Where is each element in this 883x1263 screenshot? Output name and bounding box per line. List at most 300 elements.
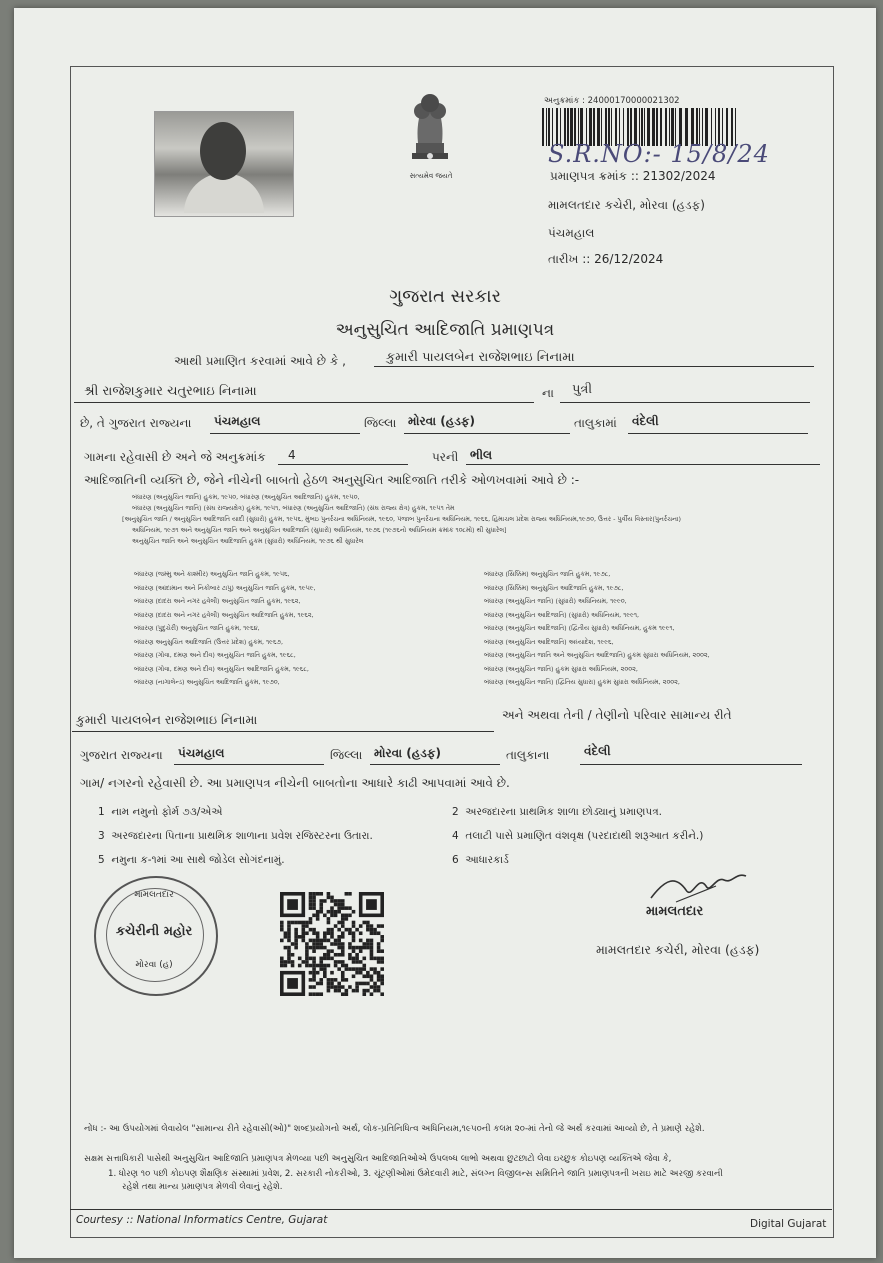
qr-module (323, 971, 327, 975)
qr-module (280, 939, 284, 943)
qr-module (334, 914, 338, 918)
qr-module (327, 982, 331, 986)
qr-module (341, 942, 345, 946)
barcode-bar (546, 108, 547, 146)
qr-module (359, 982, 363, 986)
qr-module (302, 921, 306, 925)
qr-module (319, 967, 323, 971)
qr-module (323, 931, 327, 935)
qr-module (341, 953, 345, 957)
qr-module (316, 946, 320, 950)
qr-module (323, 953, 327, 957)
qr-module (298, 935, 302, 939)
qr-module (319, 910, 323, 914)
document-item: 6 આધારકાર્ડ (452, 854, 509, 866)
qr-module (312, 978, 316, 982)
qr-module (362, 957, 366, 961)
qr-module (380, 935, 384, 939)
qr-module (370, 967, 374, 971)
qr-module (302, 960, 306, 964)
qr-module (341, 924, 345, 928)
family-member-name: કુમારી પાયલબેન રાજેશભાઇ નિનામા (76, 712, 258, 727)
qr-module (305, 964, 309, 968)
qr-module (345, 914, 349, 918)
qr-module (341, 899, 345, 903)
qr-module (302, 935, 306, 939)
order-line: બંધારણ (સિક્કિમ) અનુસુચિત જાતિ હુકમ, ૧૯૭૮, (484, 570, 611, 578)
qr-module (302, 924, 306, 928)
qr-module (337, 910, 341, 914)
underline (404, 433, 570, 434)
qr-module (294, 939, 298, 943)
qr-module (305, 931, 309, 935)
qr-module (337, 989, 341, 993)
qr-module (366, 928, 370, 932)
qr-module (319, 903, 323, 907)
qr-module (312, 971, 316, 975)
qr-module (305, 953, 309, 957)
qr-module (348, 906, 352, 910)
qr-module (359, 967, 363, 971)
qr-module (319, 992, 323, 996)
qr-module (312, 992, 316, 996)
qr-module (345, 917, 349, 921)
qr-module (352, 960, 356, 964)
qr-module (377, 949, 381, 953)
qr-module (319, 939, 323, 943)
qr-module (287, 939, 291, 943)
relation-value: પુત્રી (572, 382, 593, 397)
qr-module (373, 957, 377, 961)
qr-module (373, 982, 377, 986)
qr-module (359, 960, 363, 964)
qr-module (330, 957, 334, 961)
qr-module (309, 892, 313, 896)
qr-module (373, 971, 377, 975)
qr-module (309, 964, 313, 968)
qr-module (316, 982, 320, 986)
qr-module (334, 985, 338, 989)
qr-module (327, 953, 331, 957)
qr-module (380, 982, 384, 986)
qr-module (366, 971, 370, 975)
qr-module (291, 942, 295, 946)
qr-module (291, 960, 295, 964)
qr-module (319, 946, 323, 950)
qr-module (330, 914, 334, 918)
qr-module (362, 974, 366, 978)
family-district-value: પંચમહાલ (178, 746, 225, 760)
order-line: બંધારણ (અનુસુચિત જાતિ) (સુધારો) અધિનિયમ, ૧૯૯૦, (484, 597, 627, 605)
qr-module (319, 960, 323, 964)
qr-module (327, 978, 331, 982)
qr-module (323, 935, 327, 939)
qr-module (355, 967, 359, 971)
qr-module (330, 935, 334, 939)
qr-module (309, 917, 313, 921)
qr-module (337, 906, 341, 910)
document-item: 1 નામ નમુનો ફોર્મ ૭૩/એએ (98, 806, 223, 818)
qr-module (294, 921, 298, 925)
taluka-label: તાલુકામાં (574, 416, 617, 430)
qr-module (305, 921, 309, 925)
certificate-number-label: પ્રમાણપત્ર ક્રમાંક (550, 169, 628, 183)
qr-module (312, 964, 316, 968)
order-line: બંધારણ (અનુસુચિત જાતિ) હુકમ સુધારા અધિનિયમ, ૨૦૦૨, (484, 664, 638, 673)
qr-module (377, 978, 381, 982)
qr-module (341, 903, 345, 907)
qr-module (327, 892, 331, 896)
qr-module (323, 967, 327, 971)
qr-module (316, 892, 320, 896)
qr-module (355, 957, 359, 961)
qr-module (330, 978, 334, 982)
qr-module (373, 989, 377, 993)
family-village-value: વંદેલી (584, 744, 611, 758)
qr-module (319, 978, 323, 982)
basis-text: ગામ/ નગરનો રહેવાસી છે. આ પ્રમાણપત્ર નીચેની બાબતોના આધારે કાઢી આપવામાં આવે છે. (80, 776, 510, 790)
qr-module (319, 899, 323, 903)
qr-module (312, 928, 316, 932)
qr-module (352, 924, 356, 928)
qr-module (312, 903, 316, 907)
qr-module (355, 960, 359, 964)
qr-module (348, 942, 352, 946)
applicant-name: કુમારી પાયલબેન રાજેશભાઇ નિનામા (386, 350, 575, 365)
qr-module (312, 960, 316, 964)
qr-module (352, 957, 356, 961)
qr-module (373, 928, 377, 932)
qr-module (377, 942, 381, 946)
qr-module (312, 967, 316, 971)
qr-module (341, 964, 345, 968)
state-text: છે, તે ગુજરાત રાજ્યના (80, 416, 192, 430)
qr-module (370, 985, 374, 989)
qr-module (337, 967, 341, 971)
qr-module (337, 928, 341, 932)
qr-module (377, 924, 381, 928)
photo-face (200, 122, 246, 180)
emblem-caption: સત્યમેવ જયતે (409, 172, 453, 180)
qr-module (309, 896, 313, 900)
qr-module (380, 967, 384, 971)
qr-module (341, 985, 345, 989)
resident-text: ગામના રહેવાસી છે અને જે અનુક્રમાંક (84, 450, 266, 464)
order-line: બંધારણ (અનુસુચિત આદિજાતિ) (સુધારો) અધિનિયમ, ૧૯૯૧, (484, 610, 640, 619)
qr-module (380, 949, 384, 953)
qr-module (373, 967, 377, 971)
qr-finder (287, 899, 298, 910)
qr-module (312, 985, 316, 989)
qr-module (337, 982, 341, 986)
qr-module (330, 982, 334, 986)
qr-module (348, 957, 352, 961)
qr-module (337, 942, 341, 946)
qr-module (312, 974, 316, 978)
qr-module (380, 924, 384, 928)
qr-module (309, 971, 313, 975)
qr-module (366, 924, 370, 928)
underline (174, 764, 324, 765)
qr-module (355, 985, 359, 989)
qr-module (348, 931, 352, 935)
qr-module (305, 924, 309, 928)
qr-module (330, 942, 334, 946)
order-line: બંધારણ (અનુસુચિત જાતિ) (સંઘ રાજ્યક્ષેત્ર) હુકમ, ૧૯૫૧, બંધારણ (અનુસુચિત આદિજાતિ) (સંઘ રાજ્ય ક્ષેત્ર) હુકમ, ૧૯૫૧ તેમ (132, 504, 455, 512)
qr-module (359, 971, 363, 975)
qr-module (370, 928, 374, 932)
qr-module (337, 960, 341, 964)
serial-value: 4 (288, 448, 296, 462)
qr-module (370, 974, 374, 978)
order-line: બંધારણ (સિક્કિમ) અનુસુચિત આદિજાતિ હુકમ, ૧૯૭૮, (484, 583, 624, 592)
order-line: [અનુસુચિત જાતિ / અનુસુચિત આદિજાતિ યાદી (સુધારો) હુકમ, ૧૯૫૬, મુંબઇ પુનર્રચના અધિનિયમ, ૧૯૬૦, પંજાબ પુનર્રચના અધિનિયમ, ૧૯૬૬, હિમાચલ પ્રદેશ રાજ્ય અધિનિયમ,૧૯૭૦, ઉત્તર - પુર્વીય વિસ્તાર(પુનર્રચના) (122, 515, 681, 523)
qr-module (316, 964, 320, 968)
qr-module (370, 992, 374, 996)
qr-module (323, 957, 327, 961)
qr-module (337, 935, 341, 939)
order-line: બંધારણ (દાદરા અને નગર હવેલી) અનુસુચિત આદિજાતિ હુકમ, ૧૯૬૨, (134, 610, 314, 619)
qr-module (316, 971, 320, 975)
order-line: બંધારણ (અનુસુચિત આદિજાતિ) (દ્વિતીય સુધારો) અધિનિયમ, હુકમ ૧૯૯૧, (484, 624, 675, 632)
qr-module (287, 960, 291, 964)
qr-module (327, 985, 331, 989)
note-line: નોંધ :- આ ઉપયોગમાં લેવાયેલ "સામાન્ય રીતે રહેવાસી(ઓ)" શબ્દપ્રયોગનો અર્થ, લોક-પ્રતિનિધિત્વ અધિનિયમ,૧૯૫૦ની કલમ ૨૦-માં તેનો જે અર્થ કરવામાં આવ્યો છે, તે પ્રમાણે રહેશે. (84, 1124, 705, 1134)
qr-module (287, 949, 291, 953)
qr-module (323, 899, 327, 903)
qr-module (362, 992, 366, 996)
qr-module (377, 946, 381, 950)
order-line: બંધારણ (નાગાલેન્ડ) અનુસુચિત આદિજાતિ હુકમ, ૧૯૭૦, (134, 678, 280, 686)
qr-module (334, 924, 338, 928)
certificate-title: અનુસુચિત આદિજાતિ પ્રમાણપત્ર (335, 320, 555, 340)
district-label: જિલ્લા (364, 416, 397, 430)
qr-module (323, 964, 327, 968)
qr-module (287, 931, 291, 935)
qr-module (284, 946, 288, 950)
orders-top-list (122, 493, 822, 548)
qr-module (327, 957, 331, 961)
qr-module (362, 964, 366, 968)
qr-module (305, 957, 309, 961)
qr-module (327, 931, 331, 935)
qr-module (377, 974, 381, 978)
qr-module (370, 978, 374, 982)
caste-value: ભીલ (470, 448, 493, 462)
qr-module (284, 964, 288, 968)
qr-module (330, 985, 334, 989)
qr-module (373, 985, 377, 989)
qr-module (280, 960, 284, 964)
qr-module (312, 896, 316, 900)
qr-module (287, 957, 291, 961)
qr-module (341, 971, 345, 975)
qr-module (334, 939, 338, 943)
qr-module (341, 974, 345, 978)
seal-bottom-text: મોરવા (હ) (135, 960, 173, 970)
qr-finder (366, 899, 377, 910)
qr-finder (287, 978, 298, 989)
qr-module (330, 906, 334, 910)
qr-module (316, 939, 320, 943)
qr-module (312, 957, 316, 961)
qr-module (327, 896, 331, 900)
qr-module (337, 946, 341, 950)
qr-module (352, 967, 356, 971)
qr-module (330, 928, 334, 932)
underline (560, 402, 810, 403)
qr-module (327, 921, 331, 925)
family-taluka-label: તાલુકાના (506, 748, 550, 762)
qr-module (309, 903, 313, 907)
orders-right-list (484, 570, 814, 692)
qr-module (309, 957, 313, 961)
qr-module (319, 957, 323, 961)
qr-module (337, 903, 341, 907)
order-line: બંધારણ (પુદુચેરી) અનુસુચિત જાતિ હુકમ, ૧૯૬૪, (134, 624, 260, 632)
qr-module (298, 957, 302, 961)
order-line: બંધારણ (જમ્મુ અને કાશ્મીર) અનુસુચિત જાતિ હુકમ, ૧૯૫૬, (134, 570, 290, 578)
qr-module (309, 939, 313, 943)
qr-module (294, 928, 298, 932)
qr-module (345, 978, 349, 982)
qr-module (330, 949, 334, 953)
underline (628, 433, 808, 434)
qr-module (280, 924, 284, 928)
family-state-text: ગુજરાત રાજ્યના (80, 748, 163, 762)
underline (370, 764, 500, 765)
qr-module (377, 989, 381, 993)
qr-module (348, 892, 352, 896)
document-item: 3 અરજદારના પિતાના પ્રાથમિક શાળાના પ્રવેશ રજિસ્ટરના ઉતારા. (98, 830, 373, 842)
qr-module (327, 917, 331, 921)
qr-module (377, 957, 381, 961)
qr-module (341, 917, 345, 921)
document-item: 5 નમુના ક-૧માં આ સાથે જોડેલ સોગંદનામું. (98, 854, 285, 866)
qr-module (327, 939, 331, 943)
qr-module (341, 978, 345, 982)
qr-module (312, 939, 316, 943)
order-line: બંધારણ (ગોવા, દમણ અને દીવ) અનુસુચિત આદિજાતિ હુકમ, ૧૯૬૮, (134, 664, 309, 673)
qr-module (380, 978, 384, 982)
qr-module (312, 942, 316, 946)
qr-module (366, 921, 370, 925)
qr-module (323, 974, 327, 978)
qr-module (359, 924, 363, 928)
qr-module (334, 989, 338, 993)
underline (72, 731, 494, 732)
qr-module (287, 953, 291, 957)
qr-module (319, 964, 323, 968)
issue-date-row (548, 252, 663, 267)
qr-module (319, 982, 323, 986)
qr-module (359, 939, 363, 943)
qr-module (366, 974, 370, 978)
qr-module (359, 931, 363, 935)
qr-module (319, 906, 323, 910)
qr-module (366, 946, 370, 950)
qr-module (377, 931, 381, 935)
qr-module (355, 982, 359, 986)
qr-module (370, 953, 374, 957)
underline (278, 464, 408, 465)
qr-module (380, 992, 384, 996)
qr-module (359, 946, 363, 950)
qr-module (348, 914, 352, 918)
certify-text: આથી પ્રમાણિત કરવામાં આવે છે કે , (174, 354, 346, 368)
qr-module (352, 935, 356, 939)
qr-module (341, 931, 345, 935)
qr-module (309, 928, 313, 932)
qr-module (280, 921, 284, 925)
qr-module (327, 989, 331, 993)
order-line: બંધારણ (દાદરા અને નગર હવેલી) અનુસુચિત જાતિ હુકમ, ૧૯૬૨, (134, 597, 301, 605)
qr-module (348, 985, 352, 989)
qr-module (334, 960, 338, 964)
qr-module (341, 914, 345, 918)
order-line: બંધારણ (આંદામાન અને નિકોબાર ટાપુ) અનુસુચિત જાતિ હુકમ, ૧૯૫૯, (134, 583, 316, 592)
issue-date: :: 26/12/2024 (582, 252, 664, 266)
order-line: બંધારણ અનુસુચિત આદિજાતિ (ઉત્તર પ્રદેશ) હુકમ, ૧૯૬૭, (134, 637, 284, 646)
qr-module (312, 906, 316, 910)
seal-top-text: મામલતદાર (134, 890, 174, 900)
qr-module (366, 939, 370, 943)
qr-module (316, 942, 320, 946)
qr-module (345, 928, 349, 932)
qr-module (330, 931, 334, 935)
underline (580, 764, 802, 765)
qr-module (337, 953, 341, 957)
order-line: બંધારણ (અનુસુચિત જાતિ) (દ્વિતિય સુધારા) હુકમ સુધારા અધિનિયમ, ૨૦૦૨, (484, 678, 680, 686)
issuing-district: પંચમહાલ (548, 226, 595, 240)
qr-module (330, 896, 334, 900)
qr-module (370, 949, 374, 953)
qr-module (319, 892, 323, 896)
issue-date-label: તારીખ (548, 252, 579, 266)
underline (210, 433, 360, 434)
qr-module (312, 892, 316, 896)
qr-module (291, 921, 295, 925)
qr-module (352, 931, 356, 935)
qr-module (370, 946, 374, 950)
qr-module (341, 960, 345, 964)
family-taluka-value: મોરવા (હડફ) (374, 746, 441, 760)
qr-module (284, 960, 288, 964)
qr-module (362, 942, 366, 946)
qr-module (316, 935, 320, 939)
qr-module (312, 914, 316, 918)
signatory-title: મામલતદાર (646, 904, 704, 919)
certificate-number: :: 21302/2024 (630, 169, 716, 183)
qr-module (330, 899, 334, 903)
qr-module (312, 931, 316, 935)
qr-module (334, 899, 338, 903)
qr-module (334, 964, 338, 968)
qr-module (327, 949, 331, 953)
qr-module (366, 989, 370, 993)
qr-module (366, 942, 370, 946)
document-item: 2 અરજદારના પ્રાથમિક શાળા છોડ્યાનું પ્રમાણપત્ર. (452, 806, 663, 818)
qr-module (345, 964, 349, 968)
qr-module (294, 935, 298, 939)
qr-module (327, 910, 331, 914)
qr-module (291, 964, 295, 968)
note-line: સક્ષમ સત્તાધિકારી પાસેથી અનુસુચિત આદિજાતિ પ્રમાણપત્ર મેળવ્યા પછી અનુસુચિત આદિજાતિઓએ ઉપલબ્ધ લાભો અથવા છુટછાટો લેવા ઇચ્છુક કોઇપણ વ્યક્તિએ જેવા કે, (84, 1154, 672, 1164)
qr-module (284, 935, 288, 939)
qr-module (362, 967, 366, 971)
qr-module (287, 935, 291, 939)
qr-module (287, 924, 291, 928)
